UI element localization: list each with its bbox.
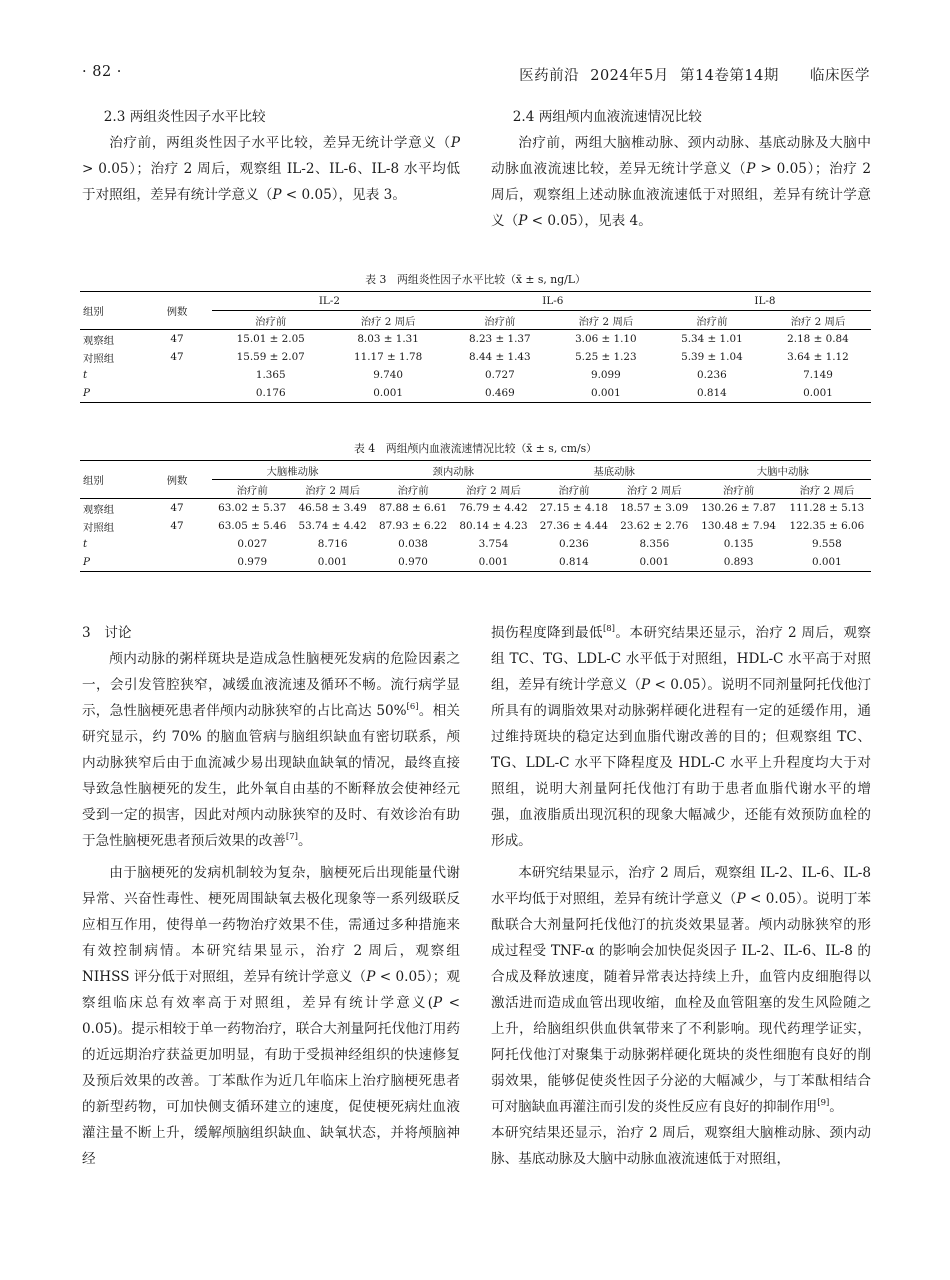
- cell: 87.93 ± 6.22: [378, 520, 448, 532]
- journal-section: 临床医学: [810, 68, 870, 84]
- section-2-3-text: 治疗前，两组炎性因子水平比较，差异无统计学意义（P > 0.05）；治疗 2 周后，观察组 IL-2、IL-6、IL-8 水平均低于对照组，差异有统计学意义（P < 0.05），见表 3。: [82, 135, 460, 203]
- section-2-4: [491, 104, 871, 234]
- discussion-right-column: [491, 620, 871, 1172]
- discussion-paragraph-4: 本研究结果还显示，治疗 2 周后，观察组大脑椎动脉、颈内动脉、基底动脉及大脑中动脉血液流速低于对照组，: [491, 1125, 871, 1167]
- cell: 1.365: [255, 369, 286, 381]
- row-label: 对照组: [83, 352, 115, 365]
- table-header-row: [80, 461, 871, 480]
- section-2-3: [82, 104, 460, 208]
- row-n: 47: [170, 351, 184, 363]
- cell: 111.28 ± 5.13: [789, 502, 865, 514]
- table-row: [80, 499, 871, 518]
- cell: 8.44 ± 1.43: [469, 351, 531, 363]
- citation: [6]: [406, 702, 419, 712]
- table-3: [80, 291, 871, 403]
- cell: 0.001: [614, 553, 694, 572]
- section-2-4-heading: 2.4 两组颅内血液流速情况比较: [512, 109, 702, 125]
- journal-name: 医药前沿: [519, 68, 580, 84]
- cell: 80.14 ± 4.23: [459, 520, 528, 532]
- sub-before: 治疗前: [447, 311, 553, 330]
- cell: 8.356: [639, 538, 670, 550]
- cell: 0.001: [783, 553, 871, 572]
- cell: 9.099: [590, 369, 621, 381]
- cell: 5.34 ± 1.01: [681, 333, 743, 345]
- cell: 63.02 ± 5.37: [218, 502, 287, 514]
- citation: [9]: [817, 1098, 830, 1108]
- col-group: 组别: [80, 292, 142, 330]
- cell: 5.25 ± 1.23: [575, 351, 637, 363]
- sub-before: 治疗前: [212, 480, 292, 499]
- cell: 15.59 ± 2.07: [236, 351, 305, 363]
- sub-after: 治疗 2 周后: [453, 480, 533, 499]
- sub-after: 治疗 2 周后: [329, 311, 446, 330]
- row-n: [142, 366, 212, 384]
- cell: 0.236: [697, 369, 727, 381]
- cell: 3.06 ± 1.10: [575, 333, 637, 345]
- sub-before: 治疗前: [659, 311, 765, 330]
- cell: 0.038: [398, 538, 428, 550]
- col-group-mca: 大脑中动脉: [695, 461, 871, 480]
- cell: 11.17 ± 1.78: [354, 351, 423, 363]
- cell: 0.469: [447, 384, 553, 403]
- table-row: [80, 348, 871, 366]
- row-n: [142, 553, 212, 572]
- cell: 9.558: [812, 538, 842, 550]
- sub-after: 治疗 2 周后: [765, 311, 871, 330]
- col-n: 例数: [142, 292, 212, 330]
- row-n: 47: [170, 333, 184, 345]
- table-header-row: [80, 292, 871, 311]
- cell: 0.236: [559, 538, 589, 550]
- row-label: P: [80, 384, 142, 403]
- cell: 27.36 ± 4.44: [539, 520, 608, 532]
- cell: 0.001: [765, 384, 871, 403]
- section-2-4-text: 治疗前，两组大脑椎动脉、颈内动脉、基底动脉及大脑中动脉血液流速比较，差异无统计学意义（P > 0.05）；治疗 2 周后，观察组上述动脉血液流速低于对照组，差异有统计学意义（P < 0.05），见表 4。: [491, 135, 871, 229]
- cell: 46.58 ± 3.49: [298, 502, 367, 514]
- sub-after: 治疗 2 周后: [553, 311, 659, 330]
- cell: 87.88 ± 6.61: [378, 502, 448, 514]
- cell: 76.79 ± 4.42: [459, 502, 528, 514]
- running-header: [82, 62, 870, 86]
- cell: 3.754: [478, 538, 509, 550]
- col-group-il8: IL-8: [659, 292, 871, 311]
- cell: 8.716: [317, 538, 348, 550]
- discussion-paragraph-2-cont: 损伤程度降到最低[8]。本研究结果还显示，治疗 2 周后，观察组 TC、TG、LDL-C 水平低于对照组，HDL-C 水平高于对照组，差异有统计学意义（P < 0.05）。说明不同剂量阿托伐他汀所具有的调脂效果对动脉粥样硬化进程有一定的延缓作用，通过维持斑块的稳定达到血脂代谢改善的目的；但观察组 TC、TG、LDL-C 水平下降程度及 HDL-C 水平上升程度均大于对照组，说明大剂量阿托伐他汀有助于患者血脂代谢水平的增强，血液脂质出现沉积的现象大幅减少，还能有效预防血栓的形成。: [491, 624, 872, 849]
- cell: 0.176: [212, 384, 329, 403]
- table-4: [80, 460, 871, 572]
- journal-volume: 第14卷第14期: [679, 68, 779, 84]
- row-label: t: [83, 538, 88, 550]
- cell: 130.26 ± 7.87: [701, 502, 777, 514]
- cell: 130.48 ± 7.94: [701, 520, 777, 532]
- citation: [7]: [285, 832, 298, 842]
- cell: 8.03 ± 1.31: [357, 333, 419, 345]
- cell: 63.05 ± 5.46: [218, 520, 287, 532]
- sub-after: 治疗 2 周后: [292, 480, 372, 499]
- row-label: 对照组: [83, 521, 115, 534]
- citation: [8]: [602, 624, 615, 634]
- sub-after: 治疗 2 周后: [614, 480, 694, 499]
- cell: 0.001: [553, 384, 659, 403]
- cell: 0.027: [237, 538, 268, 550]
- row-n: [142, 384, 212, 403]
- discussion-paragraph-2: 由于脑梗死的发病机制较为复杂，脑梗死后出现能量代谢异常、兴奋性毒性、梗死周围缺氧去极化现象等一系列级联反应相互作用，使得单一药物治疗效果不佳，需通过多种措施来有效控制病情。本研究结果显示，治疗 2 周后，观察组 NIHSS 评分低于对照组，差异有统计学意义（P < 0.05）；观察组临床总有效率高于对照组，差异有统计学意义(P < 0.05)。提示相较于单一药物治疗，联合大剂量阿托伐他汀用药的近远期治疗获益更加明显，有助于受损神经组织的快速修复及预后效果的改善。丁苯酞作为近几年临床上治疗脑梗死患者的新型药物，可加快侧支循环建立的速度，促使梗死病灶血液灌注量不断上升，缓解颅脑组织缺血、缺氧状态，并将颅脑神经: [82, 865, 460, 1167]
- col-group-il2: IL-2: [212, 292, 447, 311]
- cell: 9.740: [373, 369, 403, 381]
- table-row: [80, 384, 871, 403]
- cell: 0.001: [453, 553, 533, 572]
- cell: 0.727: [484, 369, 515, 381]
- discussion-left-column: [82, 620, 460, 1172]
- cell: 0.970: [373, 553, 453, 572]
- row-label: 观察组: [83, 334, 115, 347]
- row-label: t: [83, 369, 88, 381]
- table-row: [80, 535, 871, 553]
- table-row: [80, 553, 871, 572]
- cell: 53.74 ± 4.42: [298, 520, 367, 532]
- cell: 0.001: [292, 553, 372, 572]
- sub-before: 治疗前: [212, 311, 329, 330]
- cell: 23.62 ± 2.76: [620, 520, 689, 532]
- table-row: [80, 330, 871, 349]
- table-3-caption: 表 3 两组炎性因子水平比较（x̄ ± s, ng/L）: [365, 273, 586, 286]
- col-group-il6: IL-6: [447, 292, 659, 311]
- col-group: 组别: [80, 461, 142, 499]
- cell: 8.23 ± 1.37: [469, 333, 531, 345]
- col-group-vertebral: 大脑椎动脉: [212, 461, 373, 480]
- cell: 18.57 ± 3.09: [620, 502, 689, 514]
- page-number: · 82 ·: [82, 64, 122, 80]
- sub-after: 治疗 2 周后: [783, 480, 871, 499]
- section-2-3-heading: 2.3 两组炎性因子水平比较: [103, 109, 266, 125]
- cell: 122.35 ± 6.06: [789, 520, 865, 532]
- table-row: [80, 366, 871, 384]
- sub-before: 治疗前: [534, 480, 614, 499]
- table-row: [80, 517, 871, 535]
- col-group-basilar: 基底动脉: [534, 461, 695, 480]
- table-4-caption: 表 4 两组颅内血液流速情况比较（x̄ ± s, cm/s）: [354, 442, 597, 455]
- row-label: P: [80, 553, 142, 572]
- sub-before: 治疗前: [373, 480, 453, 499]
- cell: 15.01 ± 2.05: [236, 333, 305, 345]
- cell: 0.814: [659, 384, 765, 403]
- cell: 3.64 ± 1.12: [787, 351, 849, 363]
- row-n: 47: [170, 502, 184, 514]
- cell: 0.135: [723, 538, 754, 550]
- cell: 0.979: [212, 553, 292, 572]
- discussion-paragraph-1: 颅内动脉的粥样斑块是造成急性脑梗死发病的危险因素之一，会引发管腔狭窄，减缓血液流速及循环不畅。流行病学显示，急性脑梗死患者伴颅内动脉狭窄的占比高达 50%[6]。相关研究显示，约 70% 的脑血管病与脑组织缺血有密切联系，颅内动脉狭窄后由于血流减少易出现缺血缺氧的情况，最终直接导致急性脑梗死的发生，此外氧自由基的不断释放会使神经元受到一定的损害，因此对颅内动脉狭窄的及时、有效诊治有助于急性脑梗死患者预后效果的改善[7]。: [82, 651, 460, 849]
- cell: 0.001: [329, 384, 446, 403]
- discussion-paragraph-3: 本研究结果显示，治疗 2 周后，观察组 IL-2、IL-6、IL-8 水平均低于对照组，差异有统计学意义（P < 0.05）。说明丁苯酞联合大剂量阿托伐他汀的抗炎效果显著。颅内动脉狭窄的形成过程受 TNF-α 的影响会加快促炎因子 IL-2、IL-6、IL-8 的合成及释放速度，随着异常表达持续上升，血管内皮细胞得以激活进而造成血管出现收缩，血栓及血管阻塞的发生风险随之上升，给脑组织供血供氧带来了不利影响。现代药理学证实，阿托伐他汀对聚集于动脉粥样硬化斑块的炎性细胞有良好的削弱效果，能够促使炎性因子分泌的大幅减少，与丁苯酞相结合可对脑缺血再灌注而引发的炎性反应有良好的抑制作用[9]。: [491, 865, 872, 1115]
- sub-before: 治疗前: [695, 480, 783, 499]
- row-label: 观察组: [83, 503, 115, 516]
- discussion-heading: 3 讨论: [82, 625, 132, 641]
- cell: 5.39 ± 1.04: [681, 351, 743, 363]
- journal-info: [513, 64, 870, 85]
- journal-issue: 2024年5月: [590, 68, 669, 84]
- col-group-carotid: 颈内动脉: [373, 461, 534, 480]
- cell: 0.893: [695, 553, 783, 572]
- row-n: 47: [170, 520, 184, 532]
- cell: 2.18 ± 0.84: [787, 333, 849, 345]
- cell: 0.814: [534, 553, 614, 572]
- cell: 27.15 ± 4.18: [539, 502, 608, 514]
- col-n: 例数: [142, 461, 212, 499]
- row-n: [142, 535, 212, 553]
- cell: 7.149: [803, 369, 833, 381]
